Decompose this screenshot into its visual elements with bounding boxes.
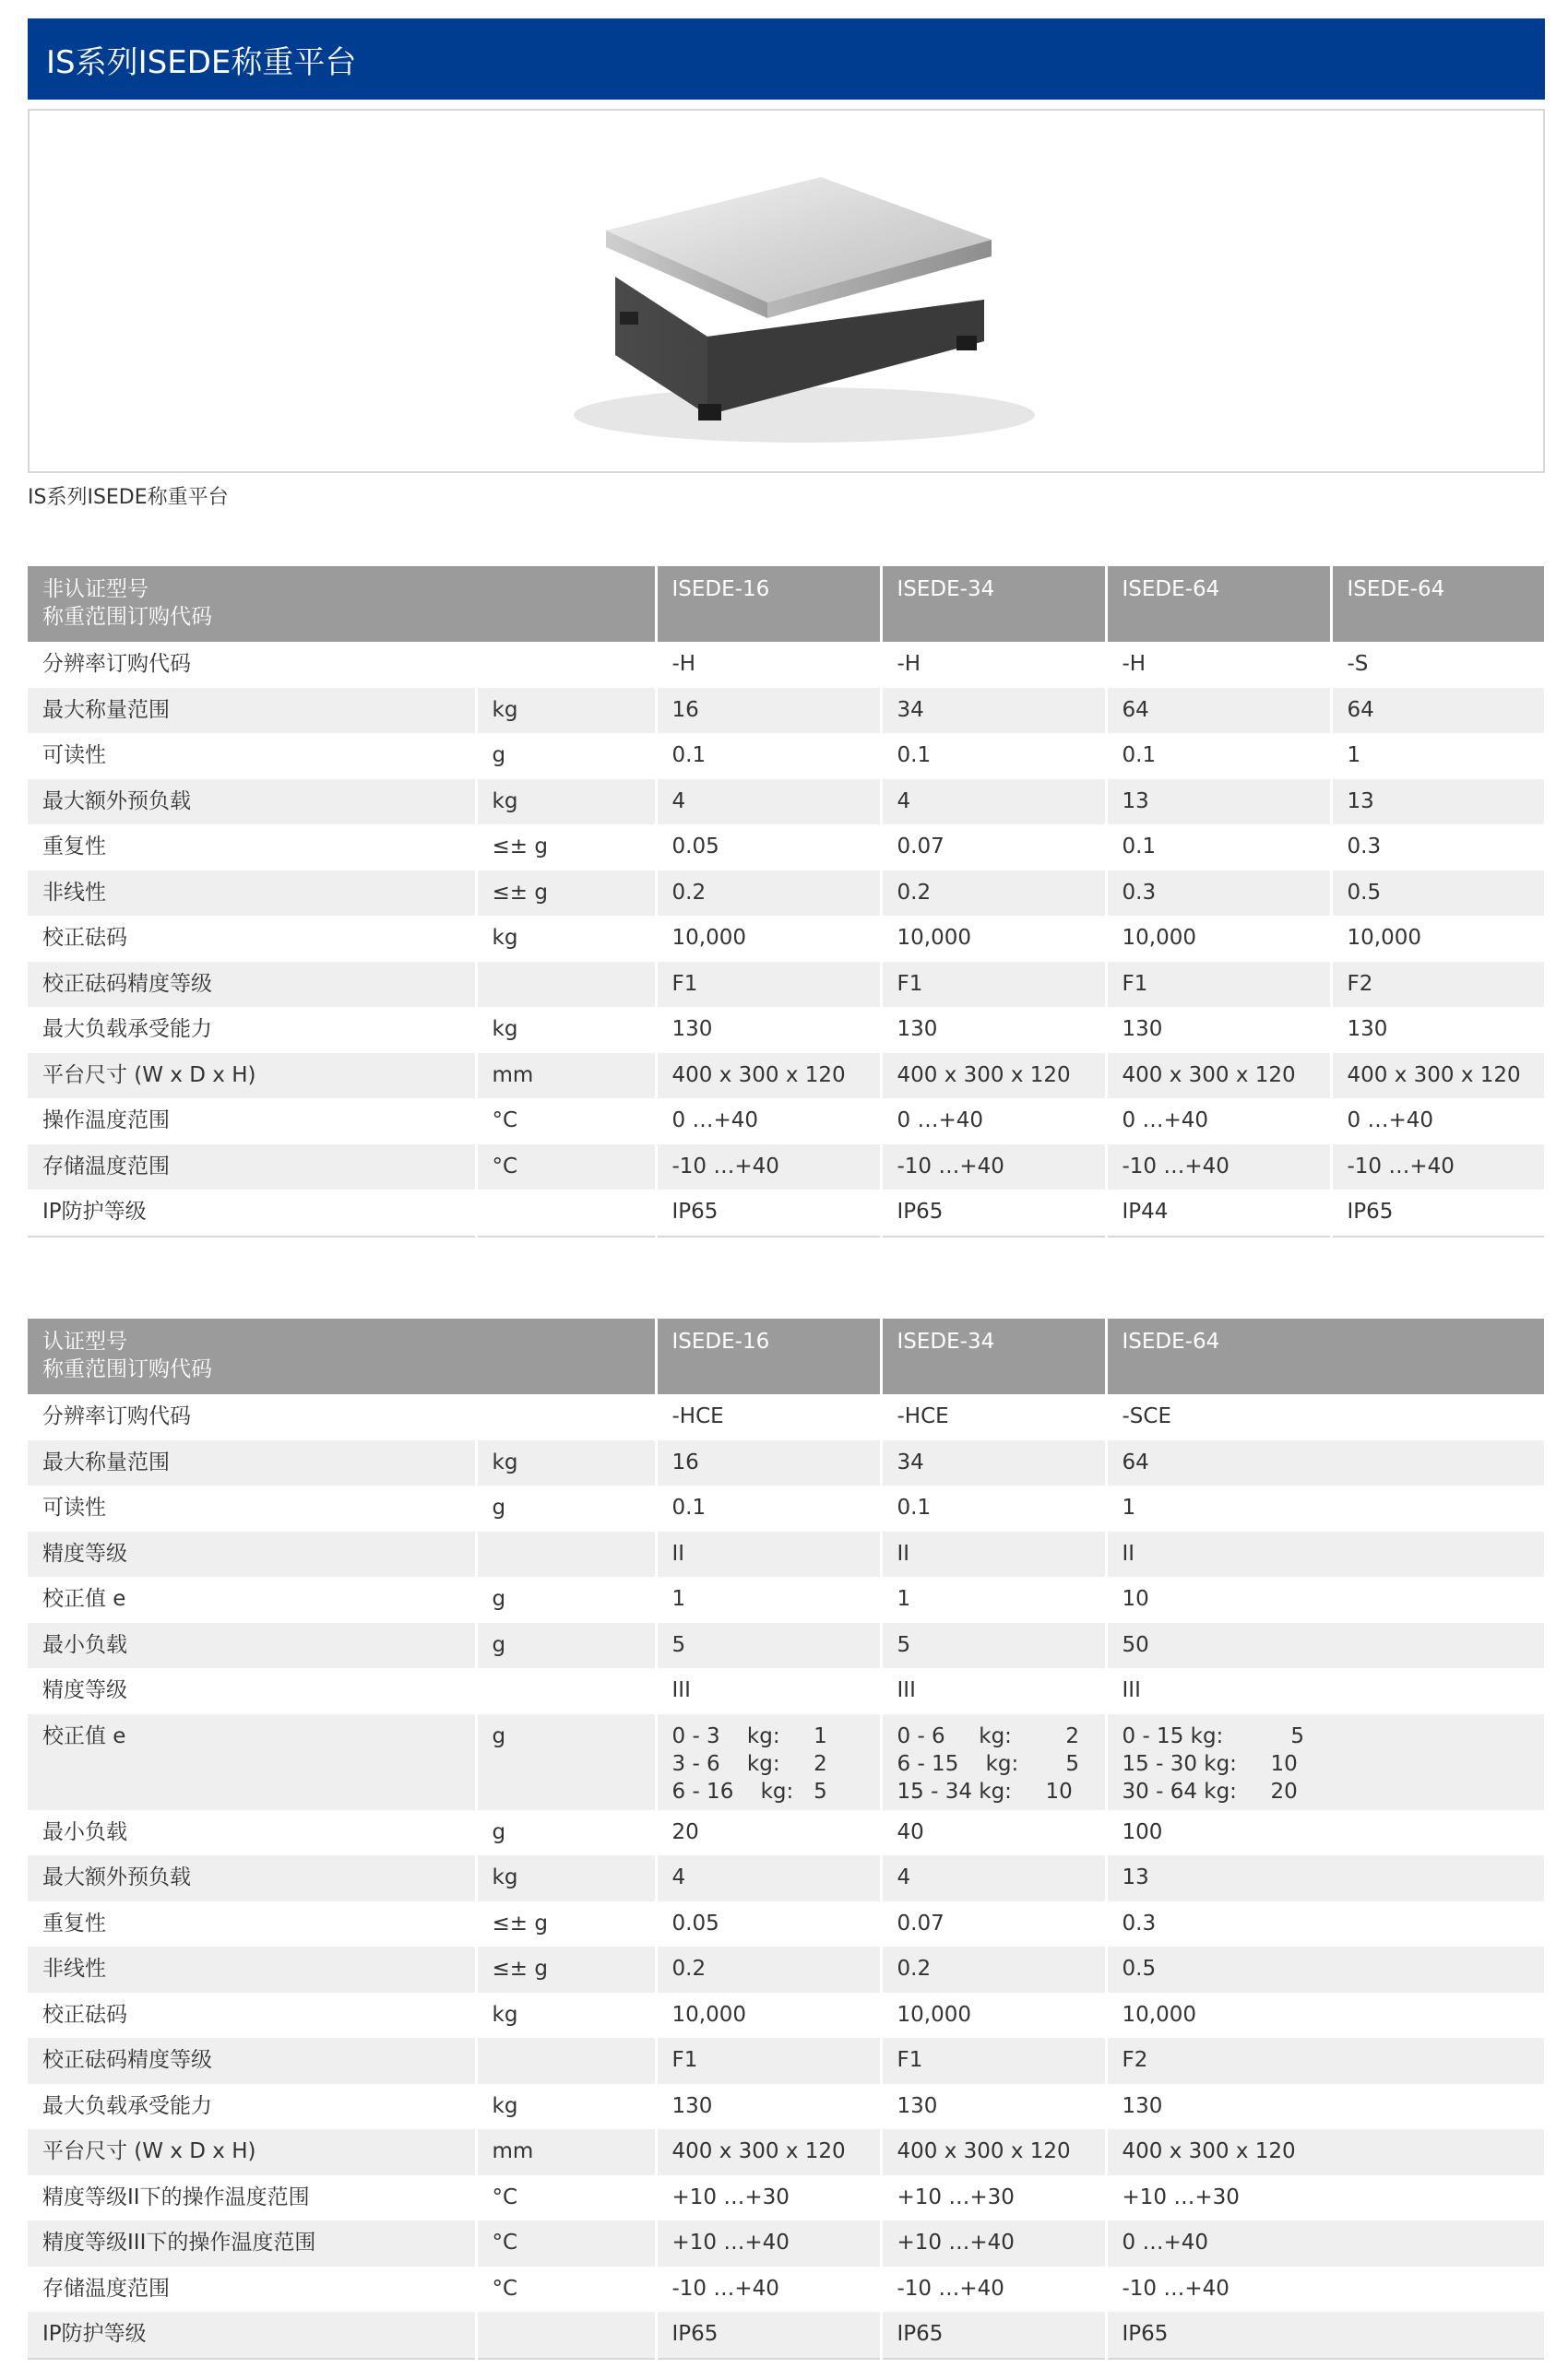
table-row [28, 1098, 1545, 1144]
row-label: 分辨率订购代码 [28, 1394, 476, 1440]
row-value: 0.07 [881, 824, 1106, 870]
row-value: 130 [1106, 2084, 1545, 2130]
row-value: +10 …+40 [881, 2220, 1106, 2267]
row-unit: °C [476, 2175, 656, 2221]
row-value: 10,000 [656, 916, 881, 962]
row-value: IP65 [656, 2312, 881, 2359]
row-unit: kg [476, 1855, 656, 1901]
row-value: +10 …+30 [1106, 2175, 1545, 2221]
row-label: 最小负载 [28, 1623, 476, 1669]
row-label: 存储温度范围 [28, 2267, 476, 2313]
row-value: IP65 [881, 2312, 1106, 2359]
row-value: 16 [656, 688, 881, 734]
row-value: F2 [1106, 2038, 1545, 2084]
row-value: 400 x 300 x 120 [1106, 2129, 1545, 2175]
row-label: 平台尺寸 (W x D x H) [28, 1053, 476, 1099]
table-row [28, 2129, 1545, 2175]
table-row [28, 1577, 1545, 1623]
row-label: 存储温度范围 [28, 1144, 476, 1190]
row-value: 40 [881, 1810, 1106, 1856]
row-value: 0.1 [881, 733, 1106, 779]
row-unit: kg [476, 688, 656, 734]
row-unit: kg [476, 2084, 656, 2130]
model-header: ISEDE-64 [1106, 1319, 1545, 1394]
row-value: 100 [1106, 1810, 1545, 1856]
row-unit: °C [476, 2267, 656, 2313]
row-label: IP防护等级 [28, 2312, 476, 2359]
row-label: 分辨率订购代码 [28, 642, 476, 688]
row-unit: g [476, 1810, 656, 1856]
row-value: 64 [1106, 1440, 1545, 1486]
table-row [28, 1440, 1545, 1486]
table-row [28, 688, 1545, 734]
row-unit: kg [476, 1440, 656, 1486]
table-row [28, 2312, 1545, 2359]
row-value: II [881, 1532, 1106, 1578]
row-value: 0.3 [1331, 824, 1545, 870]
row-unit [476, 2312, 656, 2359]
row-unit: kg [476, 916, 656, 962]
row-label: 精度等级 [28, 1532, 476, 1578]
row-label: 最小负载 [28, 1810, 476, 1856]
table-row [28, 1993, 1545, 2039]
row-label: 校正值 e [28, 1714, 476, 1810]
row-value: -10 …+40 [1106, 1144, 1331, 1190]
model-header: ISEDE-34 [881, 566, 1106, 642]
row-value: 10,000 [656, 1993, 881, 2039]
row-value: -SCE [1106, 1394, 1545, 1440]
row-unit [476, 962, 656, 1008]
row-value: 400 x 300 x 120 [881, 2129, 1106, 2175]
row-value: 130 [656, 2084, 881, 2130]
row-label: 非线性 [28, 1947, 476, 1993]
row-value: 34 [881, 688, 1106, 734]
table-row [28, 2084, 1545, 2130]
table-row [28, 1190, 1545, 1237]
table-row [28, 1394, 1545, 1440]
row-value: 5 [656, 1623, 881, 1669]
row-label: 平台尺寸 (W x D x H) [28, 2129, 476, 2175]
row-value: 10,000 [1106, 916, 1331, 962]
table-row [28, 824, 1545, 870]
row-value: 130 [1106, 1007, 1331, 1053]
row-label: 精度等级II下的操作温度范围 [28, 2175, 476, 2221]
row-value: 0 …+40 [881, 1098, 1106, 1144]
row-value: IP65 [881, 1190, 1106, 1237]
row-value: 0.3 [1106, 1901, 1545, 1948]
row-value: 0.1 [656, 1486, 881, 1532]
row-unit: g [476, 733, 656, 779]
row-value: 16 [656, 1440, 881, 1486]
row-value: 130 [881, 1007, 1106, 1053]
row-label: 最大额外预负载 [28, 779, 476, 825]
row-value: 0.05 [656, 1901, 881, 1948]
row-value: 5 [881, 1623, 1106, 1669]
table-header-row [28, 1319, 1545, 1394]
row-value: 10,000 [1331, 916, 1545, 962]
row-value: 130 [881, 2084, 1106, 2130]
row-value: -10 …+40 [656, 1144, 881, 1190]
row-value: +10 …+40 [656, 2220, 881, 2267]
row-value: -S [1331, 642, 1545, 688]
row-value: -10 …+40 [881, 2267, 1106, 2313]
row-unit [476, 642, 656, 688]
table-row [28, 2038, 1545, 2084]
table-row [28, 733, 1545, 779]
table-row [28, 1144, 1545, 1190]
table-row [28, 1668, 1545, 1714]
row-value: IP65 [1106, 2312, 1545, 2359]
row-unit: mm [476, 1053, 656, 1099]
row-value: -10 …+40 [881, 1144, 1106, 1190]
row-value: IP65 [656, 1190, 881, 1237]
row-value: 10,000 [1106, 1993, 1545, 2039]
model-header: ISEDE-34 [881, 1319, 1106, 1394]
model-header: ISEDE-64 [1331, 566, 1545, 642]
row-unit: g [476, 1577, 656, 1623]
row-value: 0.1 [656, 733, 881, 779]
row-label: 重复性 [28, 1901, 476, 1948]
row-unit: ≤± g [476, 1947, 656, 1993]
row-value: 130 [1331, 1007, 1545, 1053]
row-value: 400 x 300 x 120 [656, 1053, 881, 1099]
row-value: 50 [1106, 1623, 1545, 1669]
row-value: II [656, 1532, 881, 1578]
table-row [28, 962, 1545, 1008]
table-row [28, 1901, 1545, 1948]
header-label: 认证型号 称重范围订购代码 [28, 1319, 656, 1394]
row-value: -HCE [656, 1394, 881, 1440]
row-label: IP防护等级 [28, 1190, 476, 1237]
row-value: F1 [656, 2038, 881, 2084]
row-value: 10,000 [881, 1993, 1106, 2039]
row-label: 最大称量范围 [28, 688, 476, 734]
row-value: 13 [1331, 779, 1545, 825]
table-row [28, 1486, 1545, 1532]
row-value: 4 [656, 1855, 881, 1901]
table-row [28, 779, 1545, 825]
row-value: 4 [656, 779, 881, 825]
row-label: 重复性 [28, 824, 476, 870]
row-value: 0.5 [1331, 870, 1545, 917]
table-body [28, 1394, 1545, 2359]
row-value: 1 [1331, 733, 1545, 779]
row-label: 非线性 [28, 870, 476, 917]
row-value: 64 [1106, 688, 1331, 734]
row-label: 最大额外预负载 [28, 1855, 476, 1901]
row-value: 0.1 [881, 1486, 1106, 1532]
row-value: 13 [1106, 779, 1331, 825]
row-value: 4 [881, 779, 1106, 825]
row-value: IP44 [1106, 1190, 1331, 1237]
row-value: 0 - 3 kg: 1 3 - 6 kg: 2 6 - 16 kg: 5 [656, 1714, 881, 1810]
table-header-row [28, 566, 1545, 642]
row-value: +10 …+30 [881, 2175, 1106, 2221]
row-value: F1 [1106, 962, 1331, 1008]
row-label: 校正砝码精度等级 [28, 2038, 476, 2084]
row-label: 精度等级 [28, 1668, 476, 1714]
table-row [28, 1947, 1545, 1993]
row-value: III [1106, 1668, 1545, 1714]
table-row [28, 1623, 1545, 1669]
row-value: 1 [656, 1577, 881, 1623]
row-value: 0.2 [656, 870, 881, 917]
table-row [28, 2267, 1545, 2313]
row-value: -HCE [881, 1394, 1106, 1440]
row-value: 0.1 [1106, 733, 1331, 779]
row-value: 13 [1106, 1855, 1545, 1901]
model-header: ISEDE-16 [656, 1319, 881, 1394]
row-value: 400 x 300 x 120 [656, 2129, 881, 2175]
model-header: ISEDE-64 [1106, 566, 1331, 642]
row-label: 最大负载承受能力 [28, 2084, 476, 2130]
row-value: 34 [881, 1440, 1106, 1486]
row-value: 0.3 [1106, 870, 1331, 917]
header-label: 非认证型号 称重范围订购代码 [28, 566, 656, 642]
row-unit: °C [476, 1144, 656, 1190]
row-value: -10 …+40 [1331, 1144, 1545, 1190]
row-value: F2 [1331, 962, 1545, 1008]
model-header: ISEDE-16 [656, 566, 881, 642]
row-label: 操作温度范围 [28, 1098, 476, 1144]
table-row [28, 2220, 1545, 2267]
row-label: 校正砝码精度等级 [28, 962, 476, 1008]
image-caption: IS系列ISEDE称重平台 [28, 486, 229, 509]
row-unit: ≤± g [476, 1901, 656, 1948]
row-unit: °C [476, 2220, 656, 2267]
row-unit: g [476, 1714, 656, 1810]
row-label: 最大负载承受能力 [28, 1007, 476, 1053]
row-value: -H [1106, 642, 1331, 688]
table-row [28, 1532, 1545, 1578]
row-unit [476, 1668, 656, 1714]
row-label: 最大称量范围 [28, 1440, 476, 1486]
row-label: 校正砝码 [28, 916, 476, 962]
row-label: 可读性 [28, 1486, 476, 1532]
row-unit [476, 2038, 656, 2084]
table-row [28, 1053, 1545, 1099]
row-value: 64 [1331, 688, 1545, 734]
row-value: IP65 [1331, 1190, 1545, 1237]
row-unit: ≤± g [476, 870, 656, 917]
row-label: 校正砝码 [28, 1993, 476, 2039]
row-value: II [1106, 1532, 1545, 1578]
row-label: 精度等级III下的操作温度范围 [28, 2220, 476, 2267]
row-value: 0.1 [1106, 824, 1331, 870]
table-row [28, 916, 1545, 962]
table-row [28, 642, 1545, 688]
weighing-platform-image [30, 111, 1543, 471]
row-value: 0 …+40 [656, 1098, 881, 1144]
row-unit: kg [476, 1993, 656, 2039]
row-value: -10 …+40 [1106, 2267, 1545, 2313]
row-value: F1 [881, 962, 1106, 1008]
row-value: F1 [881, 2038, 1106, 2084]
row-value: -H [656, 642, 881, 688]
row-unit: g [476, 1486, 656, 1532]
spec-table-non-certified [28, 566, 1547, 1237]
row-unit: ≤± g [476, 824, 656, 870]
row-unit: kg [476, 1007, 656, 1053]
row-value: 0.07 [881, 1901, 1106, 1948]
table-row [28, 1007, 1545, 1053]
row-value: 400 x 300 x 120 [1331, 1053, 1545, 1099]
row-value: 20 [656, 1810, 881, 1856]
row-value: 0.2 [656, 1947, 881, 1993]
row-value: 130 [656, 1007, 881, 1053]
row-value: 0 - 15 kg: 5 15 - 30 kg: 10 30 - 64 kg: 20 [1106, 1714, 1545, 1810]
row-unit: kg [476, 779, 656, 825]
row-value: +10 …+30 [656, 2175, 881, 2221]
row-value: 1 [881, 1577, 1106, 1623]
row-value: 4 [881, 1855, 1106, 1901]
row-unit: g [476, 1623, 656, 1669]
row-value: -10 …+40 [656, 2267, 881, 2313]
row-unit: °C [476, 1098, 656, 1144]
row-value: 10,000 [881, 916, 1106, 962]
product-image-frame [28, 109, 1545, 473]
row-value: 0.2 [881, 870, 1106, 917]
row-value: -H [881, 642, 1106, 688]
row-value: 0 - 6 kg: 2 6 - 15 kg: 5 15 - 34 kg: 10 [881, 1714, 1106, 1810]
row-value: F1 [656, 962, 881, 1008]
table-body [28, 642, 1545, 1237]
row-value: 0 …+40 [1331, 1098, 1545, 1144]
row-value: 400 x 300 x 120 [881, 1053, 1106, 1099]
table-row [28, 2175, 1545, 2221]
table-row [28, 1855, 1545, 1901]
row-value: 0.2 [881, 1947, 1106, 1993]
row-value: 400 x 300 x 120 [1106, 1053, 1331, 1099]
row-unit [476, 1532, 656, 1578]
row-value: 0.05 [656, 824, 881, 870]
row-value: 0.5 [1106, 1947, 1545, 1993]
row-value: 0 …+40 [1106, 1098, 1331, 1144]
row-value: III [881, 1668, 1106, 1714]
row-label: 可读性 [28, 733, 476, 779]
table-row [28, 1810, 1545, 1856]
row-unit [476, 1394, 656, 1440]
row-value: 0 …+40 [1106, 2220, 1545, 2267]
row-value: 10 [1106, 1577, 1545, 1623]
table-row [28, 870, 1545, 917]
row-unit [476, 1190, 656, 1237]
row-label: 校正值 e [28, 1577, 476, 1623]
row-unit: mm [476, 2129, 656, 2175]
row-value: 1 [1106, 1486, 1545, 1532]
row-value: III [656, 1668, 881, 1714]
page-title: IS系列ISEDE称重平台 [28, 18, 1545, 100]
table-row [28, 1714, 1545, 1810]
spec-table-certified [28, 1319, 1547, 2360]
